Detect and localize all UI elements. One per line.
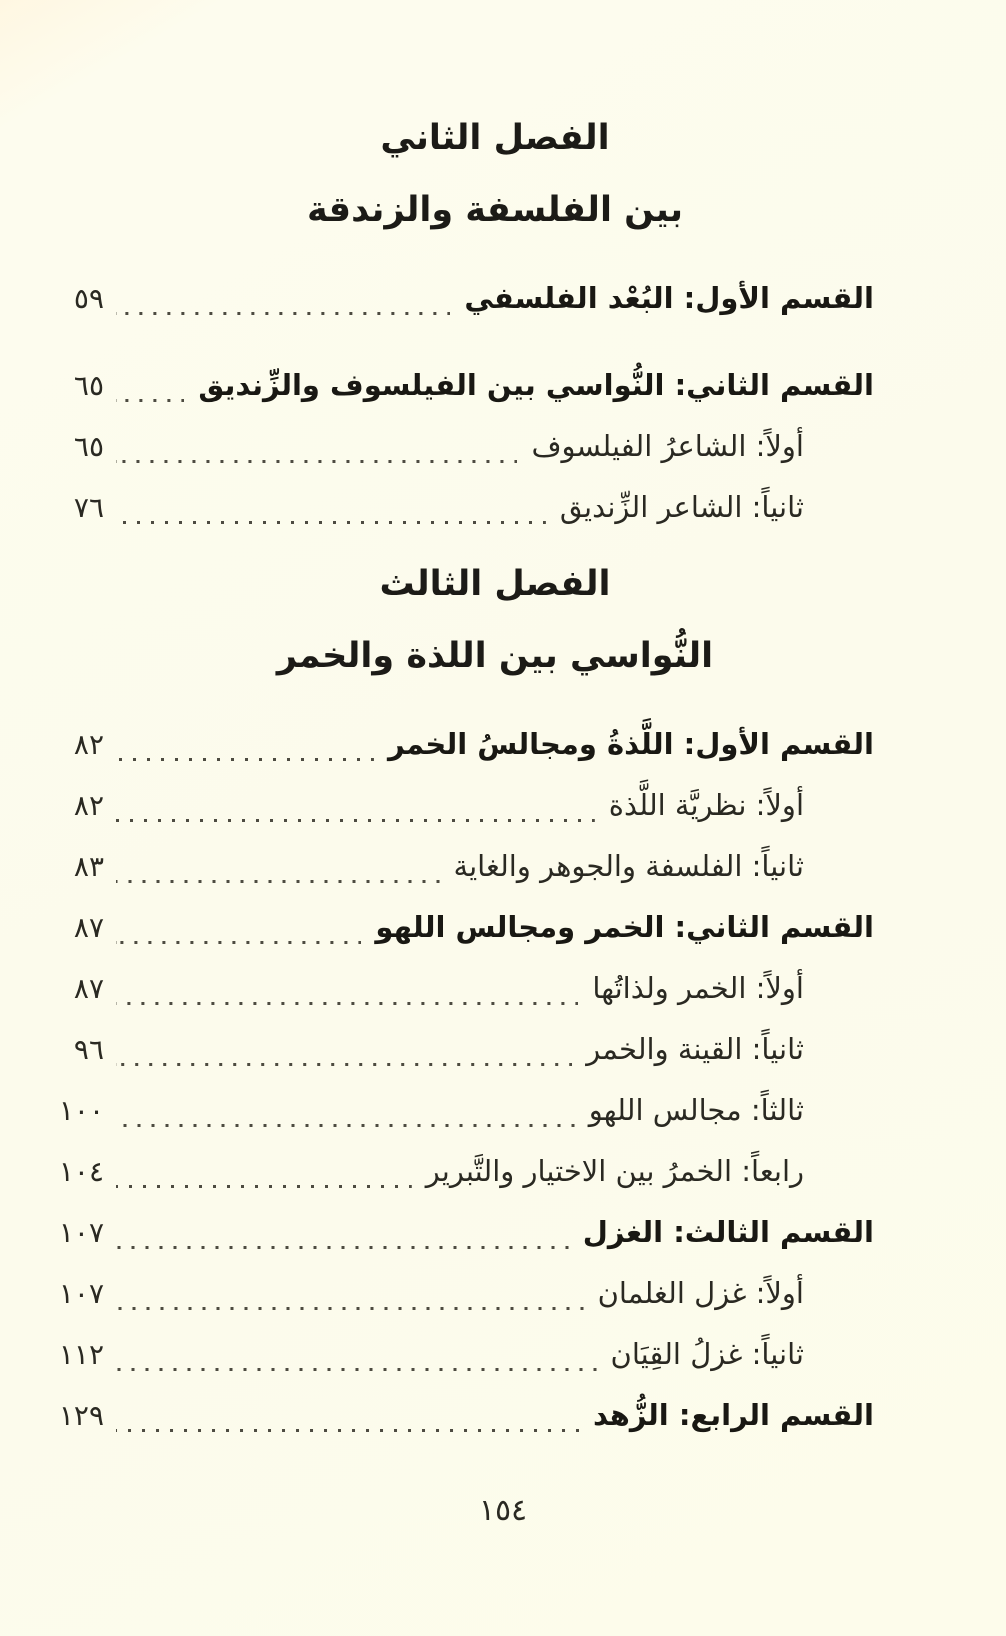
toc-entry-page-number: ١٠٠	[58, 1094, 104, 1127]
chapter-entries	[46, 268, 874, 538]
toc-entry	[46, 1080, 874, 1141]
toc-entry	[46, 958, 874, 1019]
chapter-subtitle: النُّواسي بين اللذة والخمر	[276, 636, 714, 676]
toc-entry-page-number: ١٠٧	[58, 1277, 104, 1310]
dotted-leader	[116, 311, 450, 315]
toc-entry	[46, 1263, 874, 1324]
chapter-title: الفصل الثاني	[380, 118, 610, 158]
toc-entry	[46, 1324, 874, 1385]
toc-entry-label: أولاً: الشاعرُ الفيلسوف	[531, 429, 804, 463]
dotted-leader	[116, 1001, 578, 1005]
dotted-leader	[116, 1062, 572, 1066]
dotted-leader	[116, 1367, 597, 1371]
toc-entry-label: القسم الأول: اللَّذةُ ومجالسُ الخمر	[387, 727, 874, 761]
dotted-leader	[116, 818, 595, 822]
toc-entry	[46, 355, 874, 416]
toc-entry-label: القسم الثالث: الغزل	[582, 1215, 874, 1249]
toc-entry-label: ثانياً: غزلُ القِيَان	[610, 1337, 804, 1371]
toc-entry-label: القسم الأول: البُعْد الفلسفي	[464, 281, 874, 315]
dotted-leader	[116, 879, 440, 883]
toc-entry-page-number: ٨٢	[73, 728, 104, 761]
dotted-leader	[116, 1184, 412, 1188]
toc-entry	[46, 416, 874, 477]
toc-entry	[46, 714, 874, 775]
toc-entry-page-number: ٦٥	[73, 369, 104, 402]
toc-entry-page-number: ٩٦	[73, 1033, 104, 1066]
toc-chapter-block	[46, 118, 874, 538]
dotted-leader	[116, 398, 184, 402]
toc-entry-page-number: ١١٢	[58, 1338, 104, 1371]
toc-entry-label: ثانياً: الشاعر الزِّنديق	[559, 490, 804, 524]
toc-entry-label: أولاً: الخمر ولذاتُها	[592, 971, 804, 1005]
toc-entry	[46, 1202, 874, 1263]
toc-entry	[46, 775, 874, 836]
toc-entry-label: ثانياً: الفلسفة والجوهر والغاية	[453, 849, 804, 883]
toc-entry-page-number: ٧٦	[73, 491, 104, 524]
toc-entry-page-number: ١٢٩	[58, 1399, 104, 1432]
toc-entry-page-number: ٨٢	[73, 789, 104, 822]
toc-entry-label: القسم الثاني: النُّواسي بين الفيلسوف والزِّنديق	[198, 368, 874, 402]
chapter-title: الفصل الثالث	[379, 564, 611, 604]
toc-entry	[46, 1141, 874, 1202]
toc-entry-label: ثانياً: القينة والخمر	[586, 1032, 804, 1066]
toc-entry-page-number: ١٠٧	[58, 1216, 104, 1249]
toc-entry	[46, 897, 874, 958]
toc-entry-label: ثالثاً: مجالس اللهو	[588, 1093, 804, 1127]
toc-entry-page-number: ٨٧	[73, 911, 104, 944]
toc-entry	[46, 1385, 874, 1446]
toc-entry-label: القسم الرابع: الزُّهد	[593, 1398, 874, 1432]
chapter-entries	[46, 714, 874, 1446]
dotted-leader	[116, 940, 361, 944]
dotted-leader	[116, 520, 546, 524]
toc-entry-label: أولاً: نظريَّة اللَّذة	[608, 788, 804, 822]
dotted-leader	[116, 1306, 584, 1310]
dotted-leader	[116, 1245, 569, 1249]
toc-entry	[46, 836, 874, 897]
dotted-leader	[116, 459, 517, 463]
toc-entry-page-number: ٥٩	[73, 282, 104, 315]
chapter-subtitle: بين الفلسفة والزندقة	[306, 190, 684, 230]
toc-entry	[46, 477, 874, 538]
toc-entry-page-number: ١٠٤	[58, 1155, 104, 1188]
page-number-footer: ١٥٤	[478, 1493, 528, 1528]
dotted-leader	[116, 1123, 575, 1127]
dotted-leader	[116, 757, 374, 761]
toc-entry	[46, 268, 874, 329]
toc-entry	[46, 1019, 874, 1080]
toc-entry-label: أولاً: غزل الغلمان	[597, 1276, 804, 1310]
toc-entry-label: رابعاً: الخمرُ بين الاختيار والتَّبرير	[425, 1154, 804, 1188]
dotted-leader	[116, 1428, 579, 1432]
toc-chapter-block	[46, 564, 874, 1446]
toc-entry-page-number: ٨٧	[73, 972, 104, 1005]
toc-entry-page-number: ٦٥	[73, 430, 104, 463]
toc-entry-page-number: ٨٣	[73, 850, 104, 883]
toc-entry-label: القسم الثاني: الخمر ومجالس اللهو	[375, 910, 874, 944]
